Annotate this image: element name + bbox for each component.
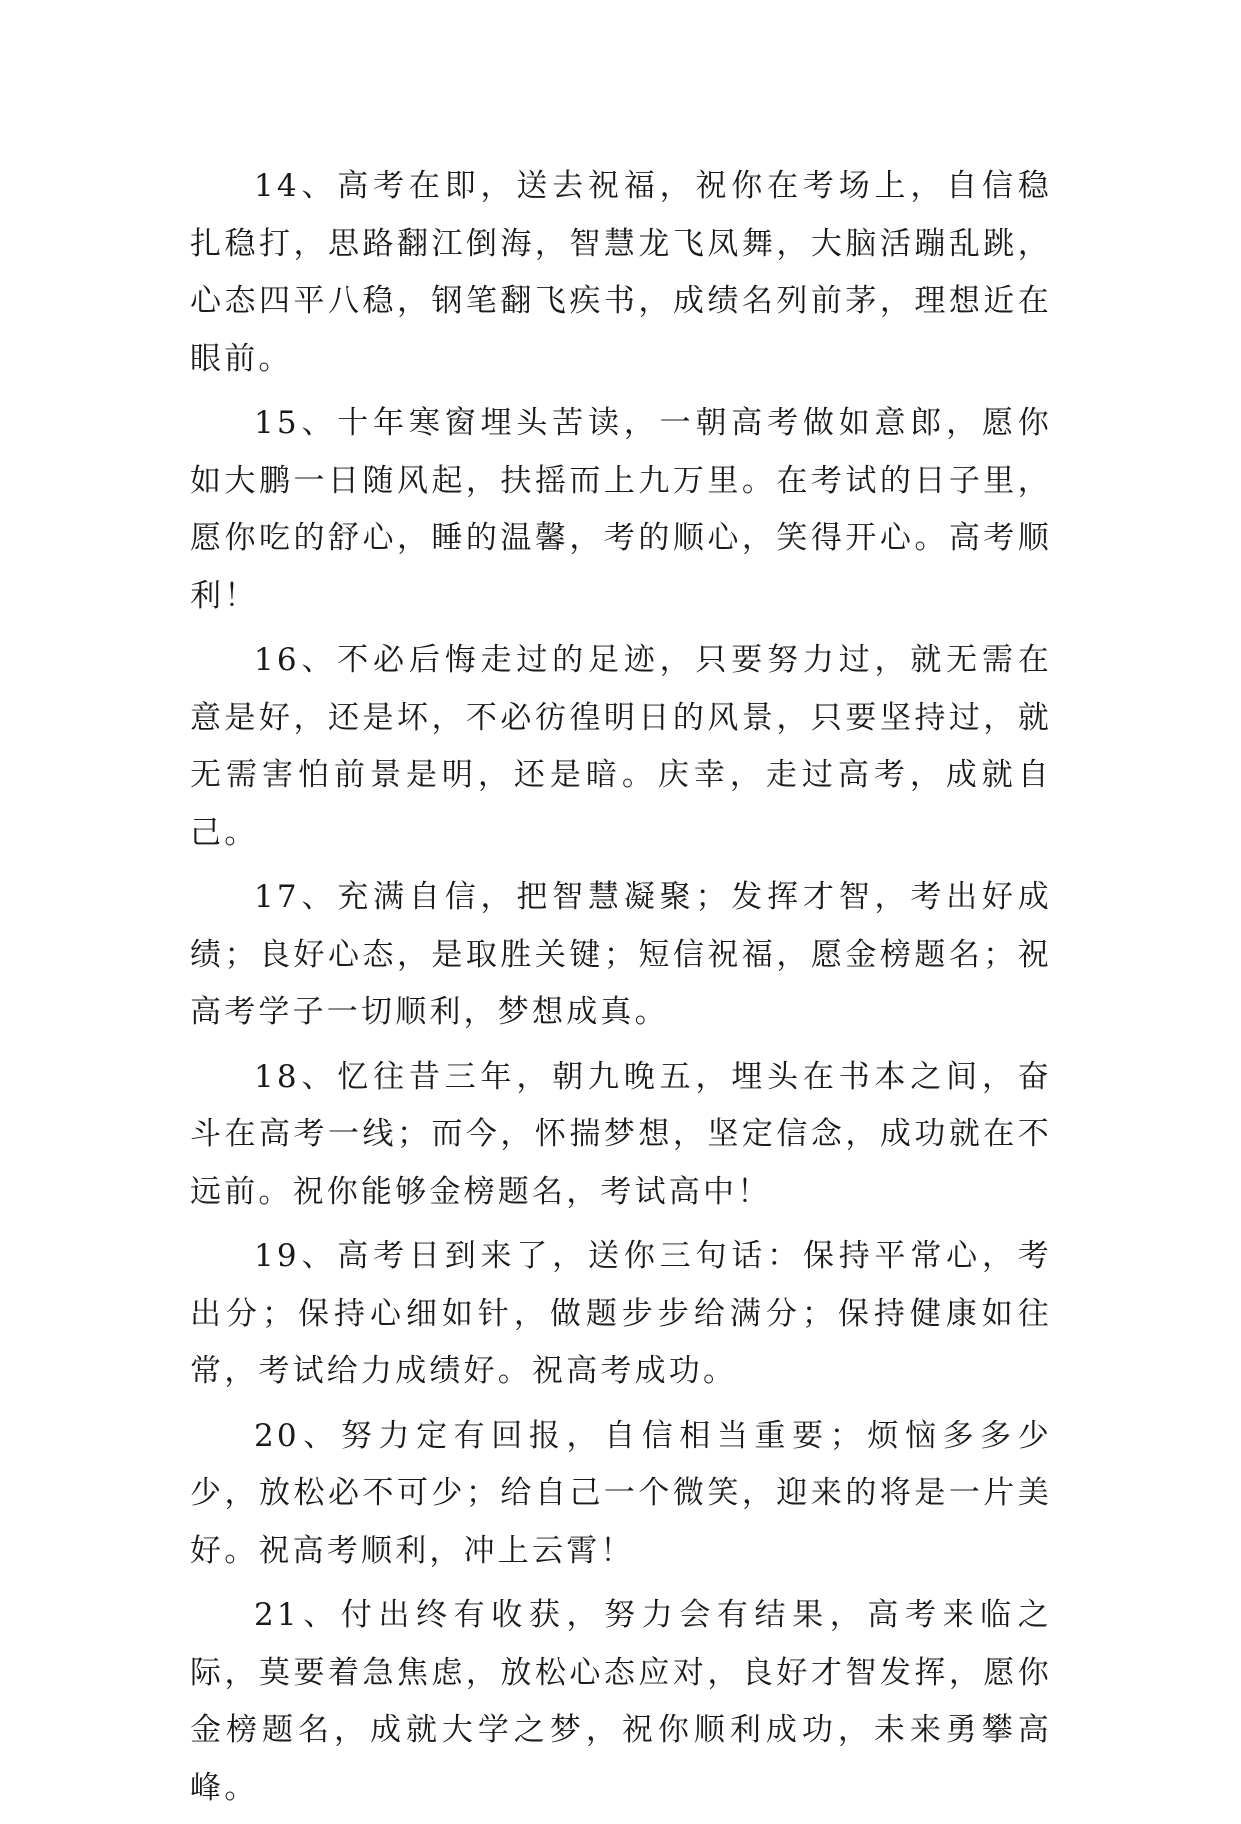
paragraph-18: 18、忆往昔三年，朝九晚五，埋头在书本之间，奋斗在高考一线；而今，怀揣梦想，坚定信念，成功就在不远前。祝你能够金榜题名，考试高中！ [190, 1058, 1052, 1210]
paragraph-20: 20、努力定有回报，自信相当重要；烦恼多多少少，放松必不可少；给自己一个微笑，迎来的将是一片美好。祝高考顺利，冲上云霄！ [190, 1417, 1052, 1569]
document-body [190, 158, 1052, 1824]
paragraph-17: 17、充满自信，把智慧凝聚；发挥才智，考出好成绩；良好心态，是取胜关键；短信祝福，愿金榜题名；祝高考学子一切顺利，梦想成真。 [190, 879, 1052, 1030]
paragraph-21: 21、付出终有收获，努力会有结果，高考来临之际，莫要着急焦虑，放松心态应对，良好才智发挥，愿你金榜题名，成就大学之梦，祝你顺利成功，未来勇攀高峰。 [190, 1597, 1052, 1806]
paragraph-15: 15、十年寒窗埋头苦读，一朝高考做如意郎，愿你如大鹏一日随风起，扶摇而上九万里。在考试的日子里，愿你吃的舒心，睡的温馨，考的顺心，笑得开心。高考顺利！ [190, 405, 1052, 614]
paragraph-16: 16、不必后悔走过的足迹，只要努力过，就无需在意是好，还是坏，不必彷徨明日的风景，只要坚持过，就无需害怕前景是明，还是暗。庆幸，走过高考，成就自己。 [190, 642, 1052, 851]
paragraph-19: 19、高考日到来了，送你三句话：保持平常心，考出分；保持心细如针，做题步步给满分；保持健康如往常，考试给力成绩好。祝高考成功。 [190, 1238, 1052, 1389]
paragraph-14: 14、高考在即，送去祝福，祝你在考场上，自信稳扎稳打，思路翻江倒海，智慧龙飞凤舞，大脑活蹦乱跳，心态四平八稳，钢笔翻飞疾书，成绩名列前茅，理想近在眼前。 [190, 168, 1052, 377]
